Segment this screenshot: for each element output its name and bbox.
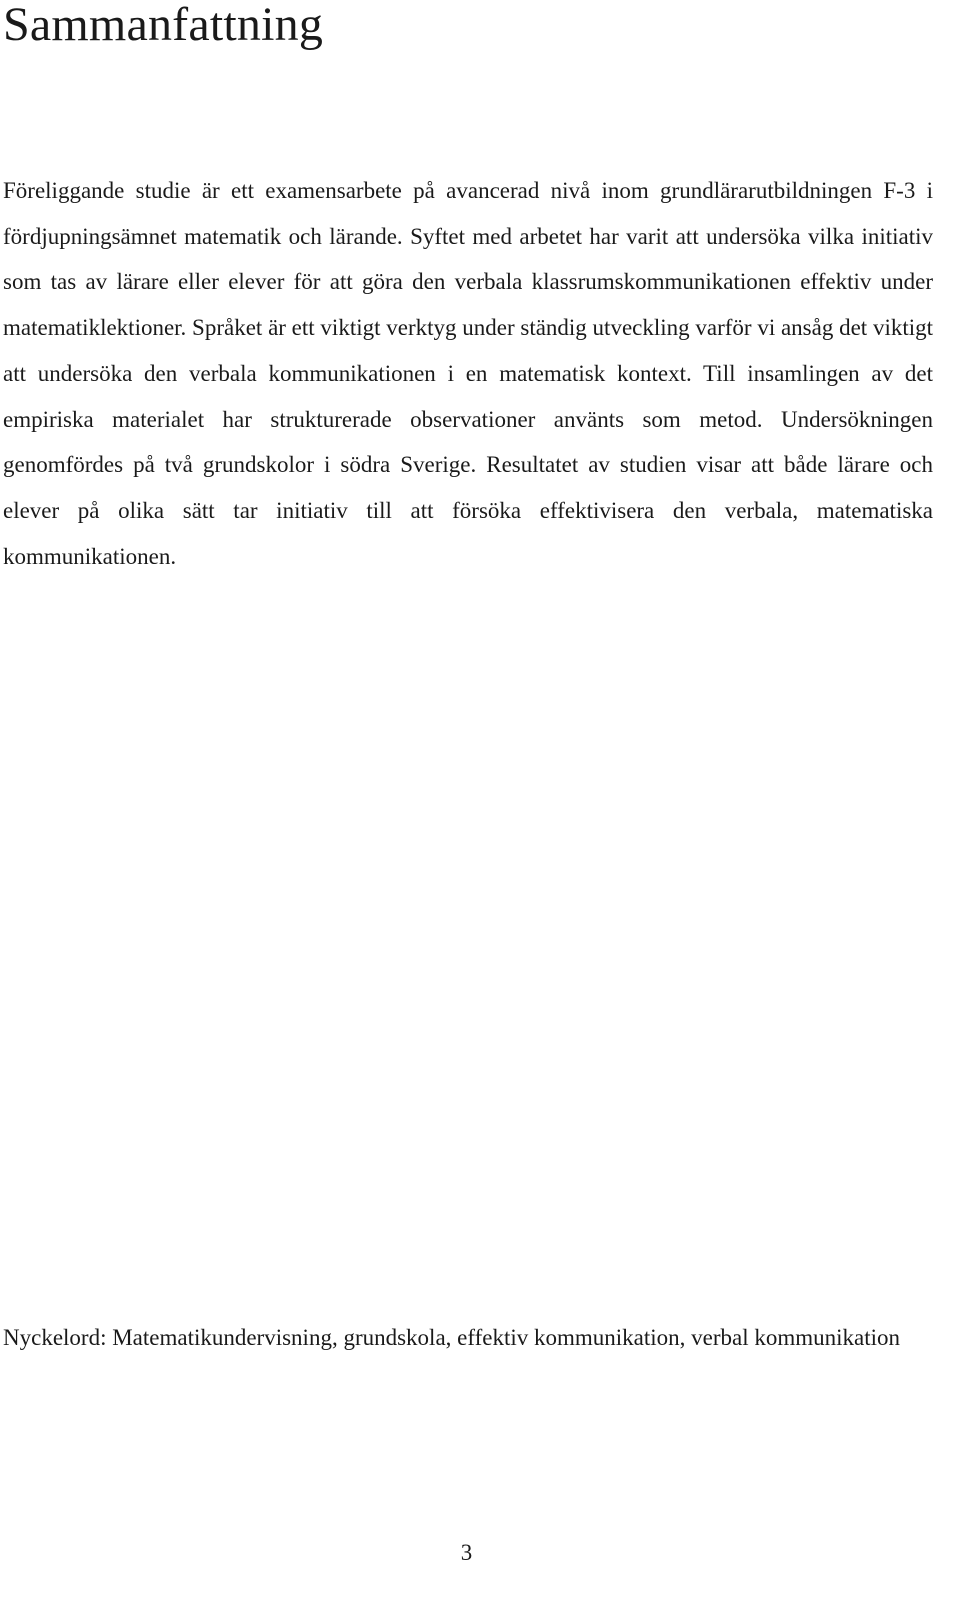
page-number: 3 <box>460 1540 473 1565</box>
page-title: Sammanfattning <box>3 0 324 51</box>
abstract-paragraph: Föreliggande studie är ett examensarbete på avancerad nivå inom grundlärarutbildningen F-3 i fördjupningsämnet matematik och lärande. Syftet med arbetet har varit att undersöka vilka initiativ som tas av lärare eller elever för att göra den verbala klassrumskommunikationen effektiv under matematiklektioner. Språket är ett viktigt verktyg under ständig utveckling varför vi ansåg det viktigt att undersöka den verbala kommunikationen i en matematisk kontext. Till insamlingen av det empiriska materialet har strukturerade observationer använts som metod. Undersökningen genomfördes på två grundskolor i södra Sverige. Resultatet av studien visar att både lärare och elever på olika sätt tar initiativ till att försöka effektivisera den verbala, matematiska kommunikationen. <box>3 178 933 569</box>
keywords-paragraph: Nyckelord: Matematikundervisning, grundskola, effektiv kommunikation, verbal kommunikation <box>3 1325 901 1350</box>
